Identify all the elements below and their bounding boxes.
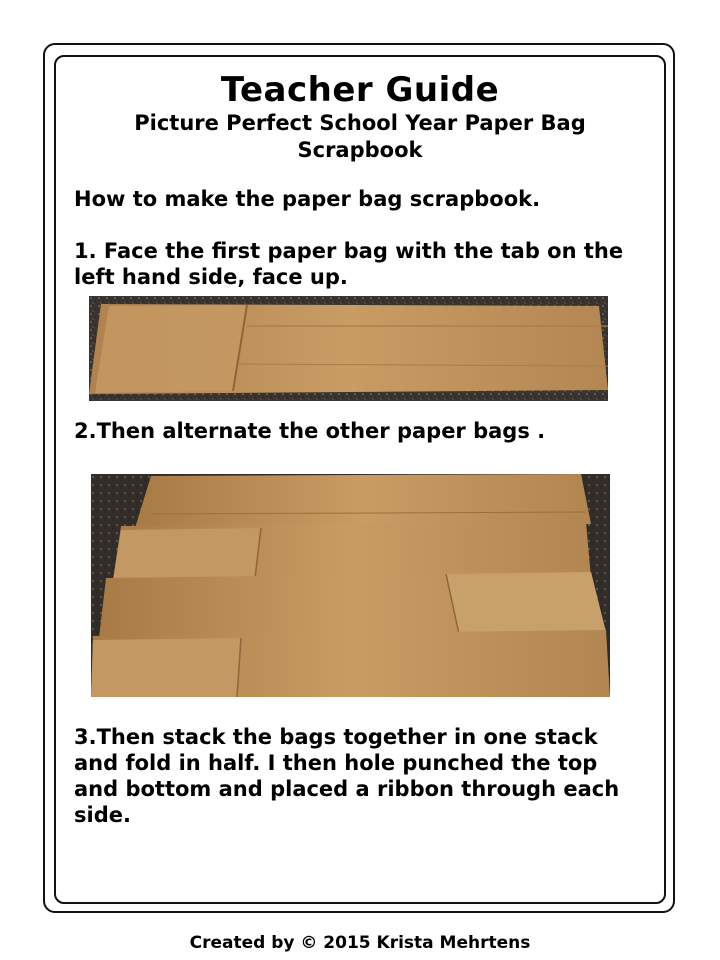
paper-bag-photo-2 <box>91 474 610 697</box>
step-2-text: 2.Then alternate the other paper bags . <box>74 419 546 443</box>
intro-text: How to make the paper bag scrapbook. <box>74 187 541 211</box>
step-1-text: 1. Face the first paper bag with the tab on the left hand side, face up. <box>74 239 624 289</box>
page-subtitle: Picture Perfect School Year Paper Bag Scrapbook <box>134 111 586 162</box>
paper-bag-photo-1 <box>89 296 608 401</box>
step-3-text: 3.Then stack the bags together in one stack and fold in half. I then hole punched the top and bottom and placed a ribbon through each side. <box>74 725 620 827</box>
page-title: Teacher Guide <box>220 70 500 110</box>
copyright-footer: Created by © 2015 Krista Mehrtens <box>189 933 531 953</box>
